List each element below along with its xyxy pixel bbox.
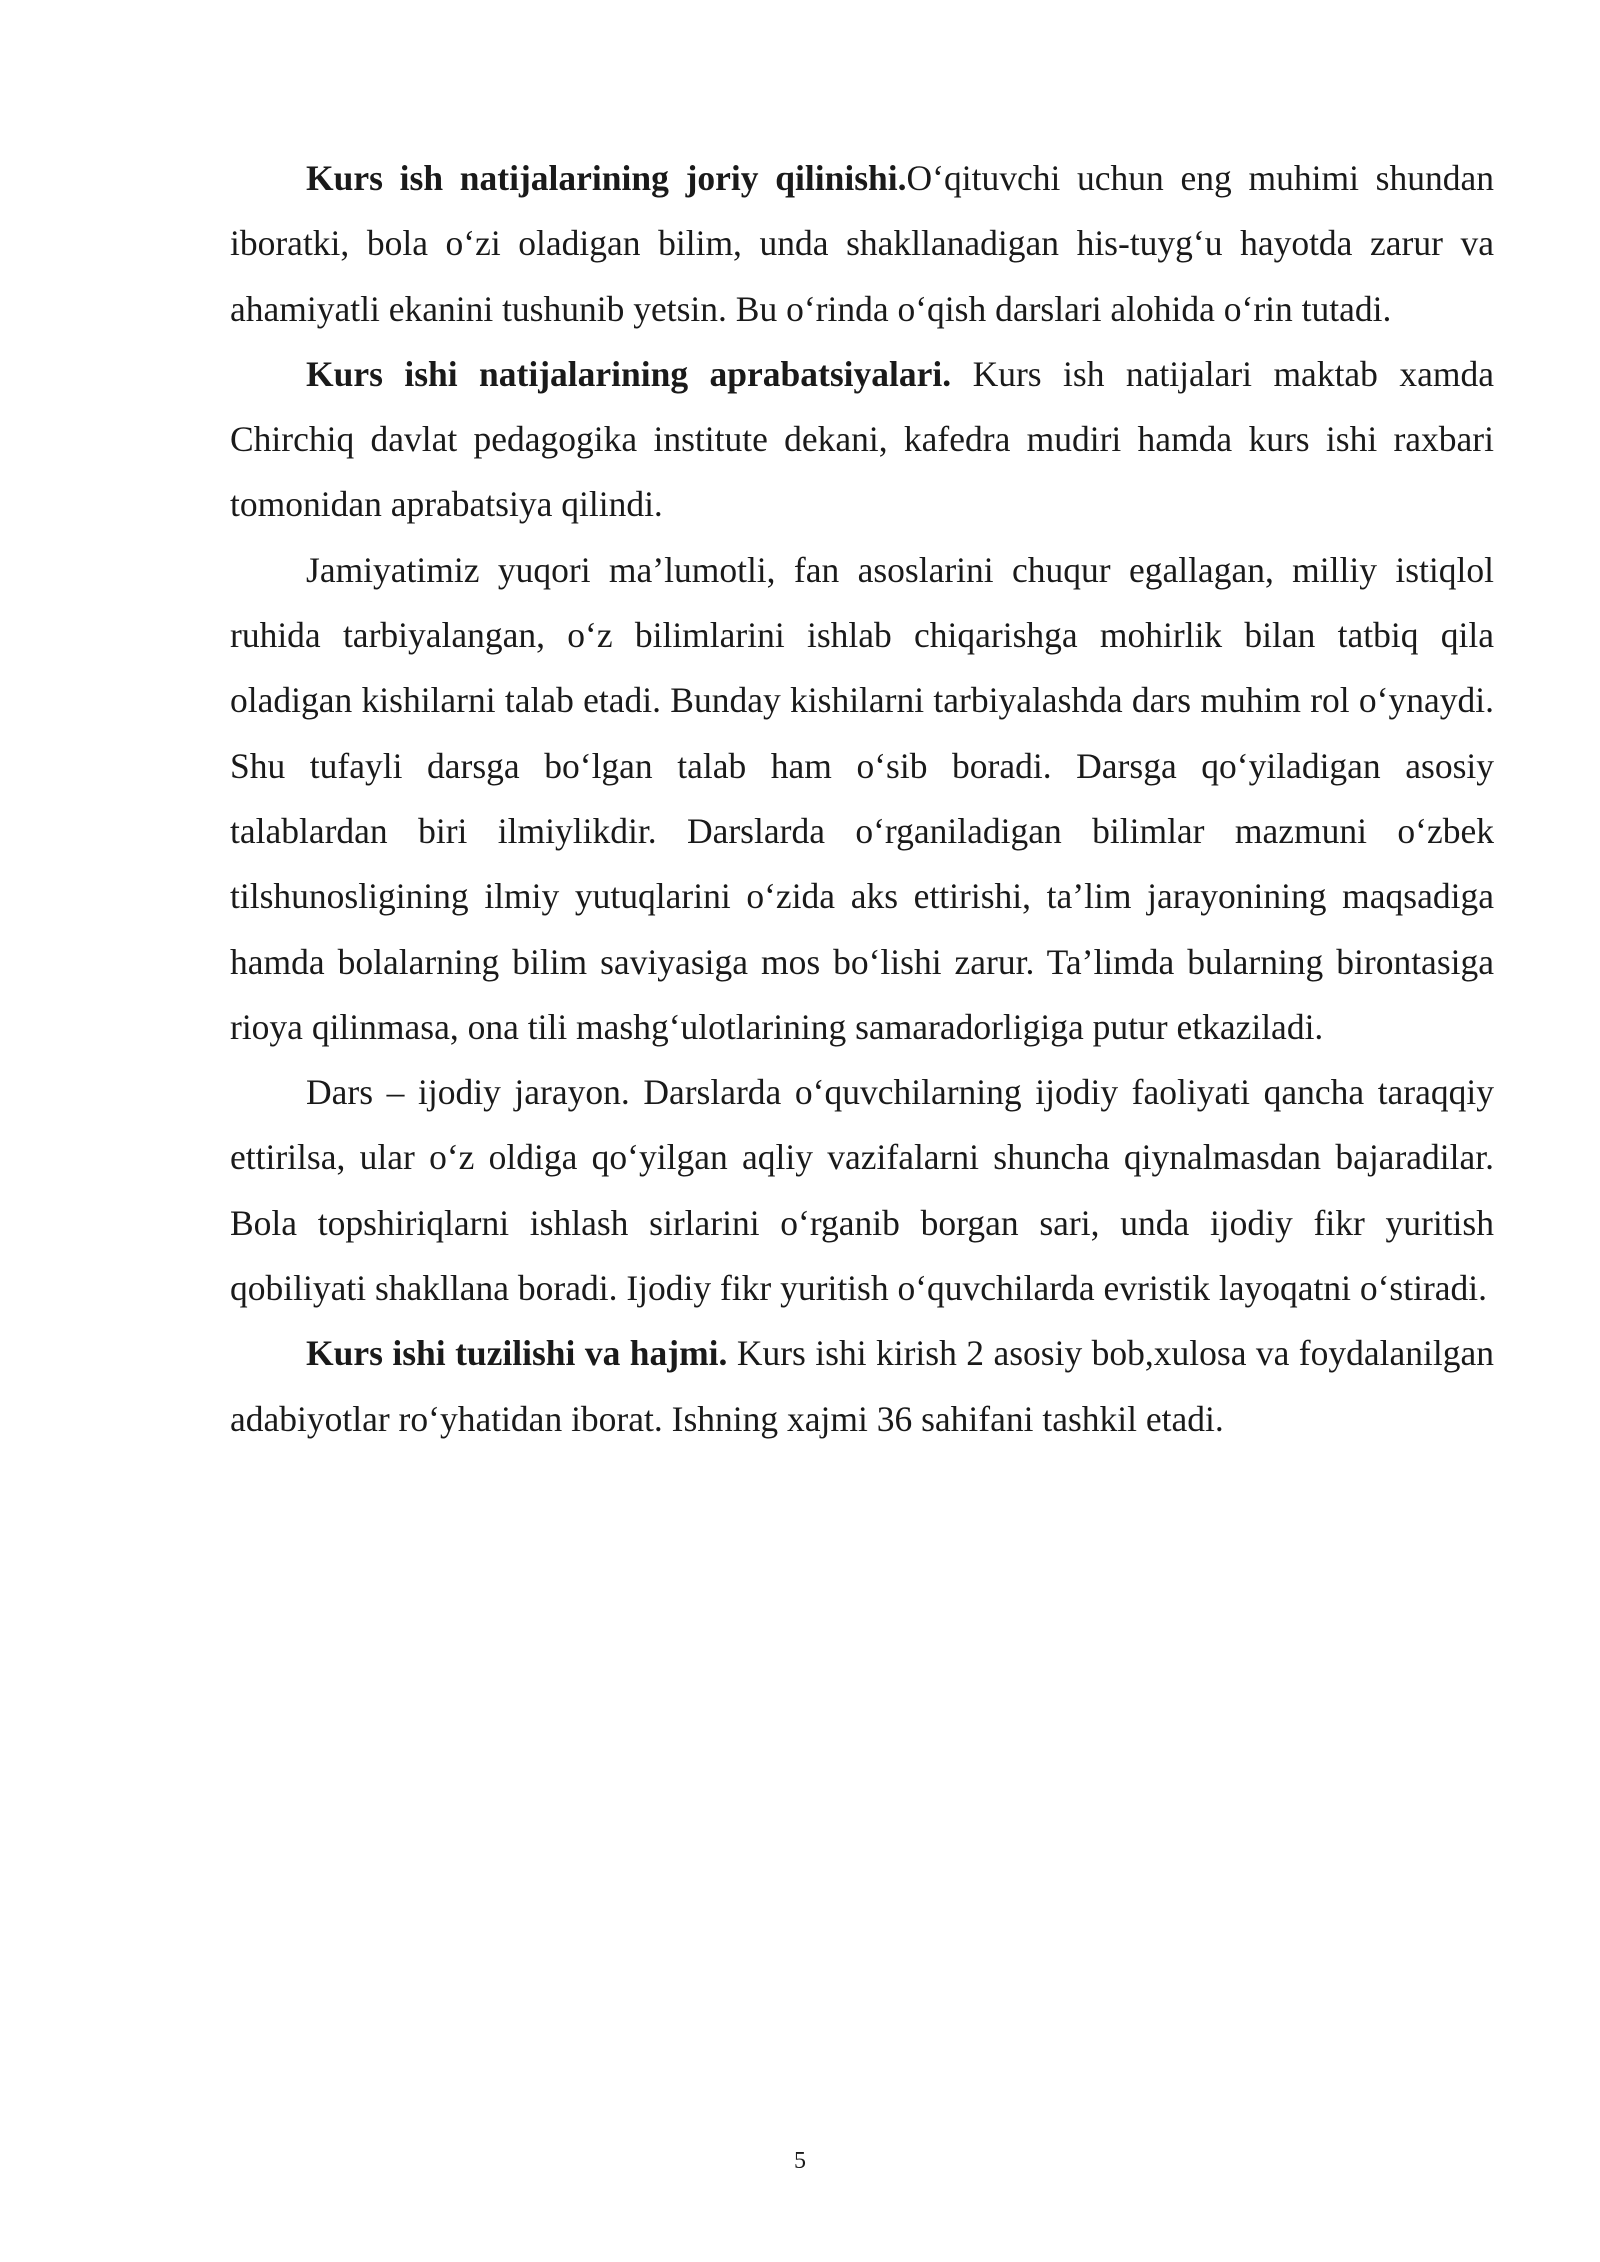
- paragraph-implementation: [230, 146, 1494, 342]
- paragraph-body: Kurs ish natijalari maktab xamda Chirchiq davlat pedagogika institute dekani, kafedra mudiri hamda kurs ishi raxbari tomonidan aprabatsiya qilindi.: [230, 353, 1494, 525]
- body-text: [230, 146, 1494, 1452]
- paragraph-body: O‘qituvchi uchun eng muhimi shundan iboratki, bola o‘zi oladigan bilim, unda shakllanadigan his-tuyg‘u hayotda zarur va ahamiyatli ekanini tushunib yetsin. Bu o‘rinda o‘qish darslari alohida o‘rin tutadi.: [230, 158, 1495, 329]
- paragraph-body: Kurs ishi kirish 2 asosiy bob,xulosa va foydalanilgan adabiyotlar ro‘yhatidan iborat. Ishning xajmi 36 sahifani tashkil etadi.: [230, 1333, 1494, 1439]
- paragraph-body: Dars – ijodiy jarayon. Darslarda o‘quvchilarning ijodiy faoliyati qancha taraqqiy ettirilsa, ular o‘z oldiga qo‘yilgan aqliy vazifalarni shuncha qiynalmasdan bajaradilar. Bola topshiriqlarni ishlash sirlarini o‘rganib borgan sari, unda ijodiy fikr yuritish qobiliyati shakllana boradi. Ijodiy fikr yuritish o‘quvchilarda evristik layoqatni o‘stiradi.: [230, 1072, 1494, 1309]
- paragraph-heading: Kurs ishi natijalarining aprabatsiyalari.: [306, 353, 952, 394]
- paragraph-society: [230, 538, 1494, 1060]
- paragraph-heading: Kurs ish natijalarining joriy qilinishi.: [306, 158, 907, 198]
- paragraph-heading: Kurs ishi tuzilishi va hajmi.: [306, 1333, 728, 1374]
- paragraph-body: Jamiyatimiz yuqori ma’lumotli, fan asoslarini chuqur egallagan, milliy istiqlol ruhida tarbiyalangan, o‘z bilimlarini ishlab chiqarishga mohirlik bilan tatbiq qila oladigan kishilarni talab etadi. Bunday kishilarni tarbiyalashda dars muhim rol o‘ynaydi. Shu tufayli darsga bo‘lgan talab ham o‘sib boradi. Darsga qo‘yiladigan asosiy talablardan biri ilmiylikdir. Darslarda o‘rganiladigan bilimlar mazmuni o‘zbek tilshunosligining ilmiy yutuqlarini o‘zida aks ettirishi, ta’lim jarayonining maqsadiga hamda bolalarning bilim saviyasiga mos bo‘lishi zarur. Ta’limda bularning birontasiga rioya qilinmasa, ona tili mashg‘ulotlarining samaradorligiga putur etkaziladi.: [230, 549, 1494, 1047]
- paragraph-structure: [230, 1321, 1494, 1452]
- page-number: 5: [794, 2148, 806, 2174]
- paragraph-creative-process: [230, 1060, 1494, 1321]
- paragraph-approbation: [230, 342, 1494, 538]
